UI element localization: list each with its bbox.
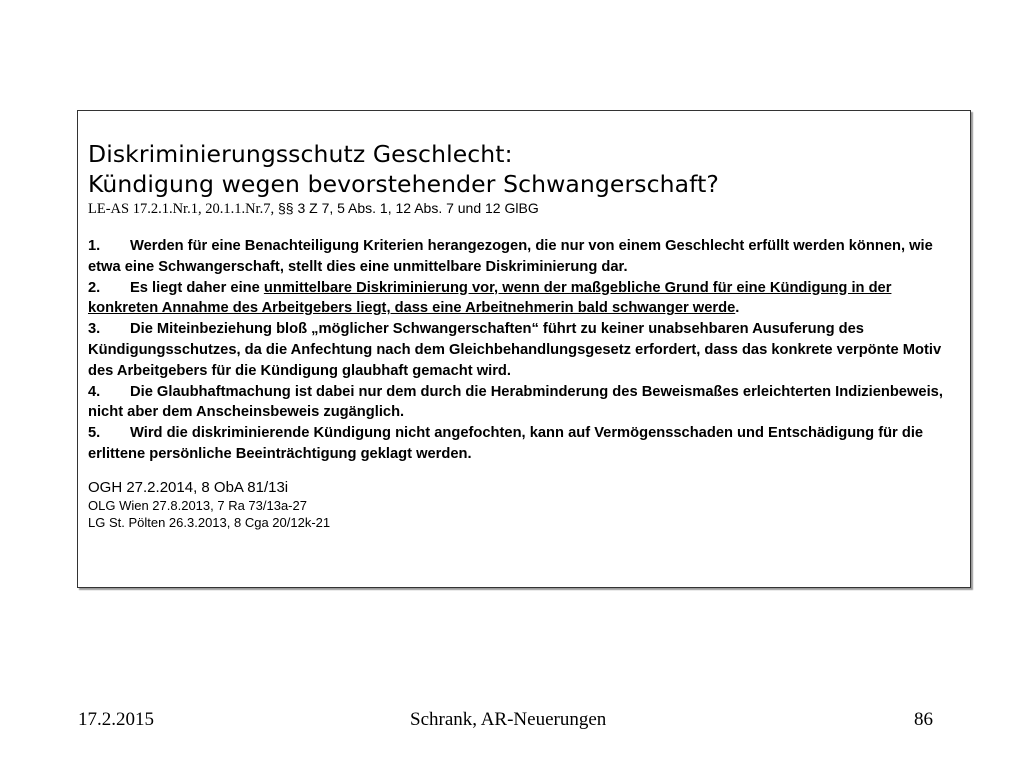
point-text: Die Glaubhaftmachung ist dabei nur dem durch die Herabminderung des Beweismaßes erleichterten Indizienbeweis, nicht aber dem Anscheinsbeweis zugänglich. — [88, 383, 943, 421]
title-line-2: Kündigung wegen bevorstehender Schwangerschaft? — [88, 170, 719, 198]
point-text: Werden für eine Benachteiligung Kriterien herangezogen, die nur von einem Geschlecht erfüllt werden können, wie etwa eine Schwangerschaft, stellt dies eine unmittelbare Diskriminierung dar. — [88, 238, 933, 275]
point-number: 3. — [88, 321, 101, 338]
point-number: 2. — [88, 279, 101, 296]
point-2 — [88, 278, 950, 320]
point-5 — [88, 423, 950, 465]
point-number: 5. — [88, 425, 101, 442]
citation-lg: LG St. Pölten 26.3.2013, 8 Cga 20/12k-21 — [88, 514, 331, 530]
point-3 — [88, 319, 950, 381]
point-text: Die Miteinbeziehung bloß „möglicher Schwangerschaften“ führt zu keiner unabsehbaren Ausuferung des Kündigungsschutzes, da die Anfechtung nach dem Gleichbehandlungsgesetz erfordert, dass das konkrete verpönte Motiv des Arbeitgebers für die Kündigung glaubhaft gemacht wird. — [88, 321, 942, 379]
legal-reference-sans: §§ 3 Z 7, 5 Abs. 1, 12 Abs. 7 und 12 GlBG — [277, 200, 539, 216]
title-line-1: Diskriminierungsschutz Geschlecht: — [88, 140, 513, 168]
point-number: 4. — [88, 383, 101, 400]
point-1 — [88, 236, 950, 278]
citation-olg: OLG Wien 27.8.2013, 7 Ra 73/13a-27 — [88, 497, 307, 513]
point-text-before: Es liegt daher eine — [130, 279, 264, 296]
legal-reference — [88, 199, 950, 218]
point-text: Wird die diskriminierende Kündigung nicht angefochten, kann auf Vermögensschaden und Entschädigung für die erlittene persönliche Beeinträchtigung geklagt werden. — [88, 425, 924, 462]
point-text-after: . — [735, 300, 740, 317]
slide-content-box — [77, 110, 971, 588]
footer-date: 17.2.2015 — [78, 709, 154, 730]
footer-page-number: 86 — [914, 709, 933, 730]
footer-author: Schrank, AR-Neuerungen — [410, 709, 607, 730]
point-4 — [88, 382, 950, 424]
legal-reference-serif: LE-AS 17.2.1.Nr.1, 20.1.1.Nr.7, — [88, 201, 275, 217]
slide-content — [88, 139, 950, 531]
points-list — [88, 236, 950, 465]
point-number: 1. — [88, 238, 101, 254]
citation-ogh: OGH 27.2.2014, 8 ObA 81/13i — [88, 478, 289, 496]
point-text-underlined: unmittelbare Diskriminierung vor, wenn der maßgebliche Grund für eine Kündigung in der konkreten Annahme des Arbeitgebers liegt, dass eine Arbeitnehmerin bald schwanger werde — [88, 279, 892, 317]
